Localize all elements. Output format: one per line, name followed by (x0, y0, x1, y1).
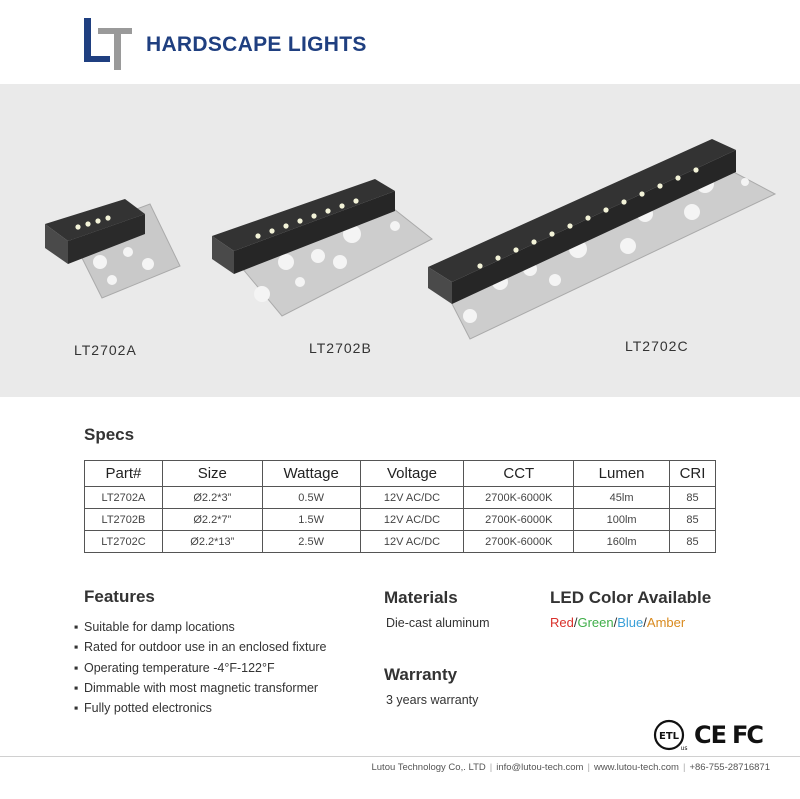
product-image-lt2702a (45, 199, 180, 298)
table-row (85, 531, 716, 553)
etl-us-text: us (680, 745, 688, 752)
cell-wattage: 1.5W (262, 509, 360, 531)
cell-size: Ø2.2*3” (162, 487, 262, 509)
cell-cct: 2700K-6000K (464, 531, 574, 553)
specs-table (84, 460, 716, 553)
cell-size: Ø2.2*7” (162, 509, 262, 531)
led-colors-title: LED Color Available (550, 588, 712, 607)
table-row (85, 487, 716, 509)
fcc-certification-icon: FC (732, 721, 763, 749)
cell-part: LT2702A (85, 487, 163, 509)
list-item: ▪ Fully potted electronics (74, 701, 212, 716)
color-blue: Blue (617, 615, 644, 630)
list-item: ▪ Dimmable with most magnetic transformer (74, 680, 319, 695)
materials-text: Die-cast aluminum (386, 616, 490, 630)
table-row (85, 509, 716, 531)
warranty-title: Warranty (384, 665, 458, 684)
col-header-cri: CRI (670, 461, 716, 487)
feature-text: Fully potted electronics (84, 701, 212, 716)
footer-phone: +86-755-28716871 (689, 762, 770, 773)
col-header-part: Part# (85, 461, 163, 487)
cell-cri: 85 (670, 509, 716, 531)
cell-voltage: 12V AC/DC (360, 487, 464, 509)
color-amber: Amber (646, 615, 686, 630)
warranty-text: 3 years warranty (386, 693, 479, 707)
etl-certification-icon (652, 718, 688, 752)
cell-lumen: 160lm (574, 531, 670, 553)
ce-certification-icon: CE (694, 721, 727, 749)
list-item: ▪ Suitable for damp locations (74, 620, 235, 634)
cell-part: LT2702C (85, 531, 163, 553)
list-item: ▪ Rated for outdoor use in an enclosed fixture (74, 640, 327, 655)
feature-text: Operating temperature -4°F-122°F (84, 660, 275, 675)
col-header-wattage: Wattage (262, 461, 360, 487)
product-label-c: LT2702C (625, 338, 689, 354)
col-header-cct: CCT (464, 461, 574, 487)
cell-part: LT2702B (85, 509, 163, 531)
feature-text: Rated for outdoor use in an enclosed fixture (84, 640, 327, 655)
footer-email[interactable]: info@lutou-tech.com (496, 762, 584, 773)
cell-cri: 85 (670, 531, 716, 553)
cell-cct: 2700K-6000K (464, 509, 574, 531)
color-green: Green (577, 615, 614, 630)
specs-title: Specs (84, 425, 135, 444)
cell-lumen: 45lm (574, 487, 670, 509)
features-title: Features (84, 587, 155, 606)
separator: / (573, 615, 578, 630)
footer-company: Lutou Technology Co,. LTD (371, 762, 486, 773)
footer-website[interactable]: www.lutou-tech.com (593, 762, 679, 773)
list-item: ▪ Operating temperature -4°F-122°F (74, 660, 275, 675)
col-header-lumen: Lumen (574, 461, 670, 487)
certifications (652, 718, 762, 752)
page-title: HARDSCAPE LIGHTS (146, 33, 367, 56)
col-header-size: Size (162, 461, 262, 487)
cell-voltage: 12V AC/DC (360, 509, 464, 531)
product-banner (0, 84, 800, 397)
cell-cri: 85 (670, 487, 716, 509)
led-color-list (550, 615, 685, 630)
separator: / (613, 615, 618, 630)
cell-wattage: 0.5W (262, 487, 360, 509)
footer-divider (0, 756, 800, 757)
cell-voltage: 12V AC/DC (360, 531, 464, 553)
product-image-lt2702c (428, 139, 775, 339)
product-label-b: LT2702B (309, 340, 372, 356)
materials-title: Materials (384, 588, 458, 607)
specs-header-row (85, 461, 716, 487)
cell-lumen: 100lm (574, 509, 670, 531)
color-red: Red (550, 615, 574, 630)
product-image-lt2702b (212, 179, 432, 316)
col-header-voltage: Voltage (360, 461, 464, 487)
separator: / (643, 615, 647, 630)
cell-wattage: 2.5W (262, 531, 360, 553)
cell-size: Ø2.2*13” (162, 531, 262, 553)
etl-mark-text: ETL (658, 731, 680, 742)
cell-cct: 2700K-6000K (464, 487, 574, 509)
company-logo (84, 18, 132, 70)
features-list (74, 617, 327, 718)
product-label-a: LT2702A (74, 342, 137, 358)
feature-text: Suitable for damp locations (84, 620, 235, 634)
footer: Lutou Technology Co,. LTD | info@lutou-tech.com | www.lutou-tech.com | +86-755-28716871 (371, 762, 770, 773)
feature-text: Dimmable with most magnetic transformer (84, 680, 319, 695)
